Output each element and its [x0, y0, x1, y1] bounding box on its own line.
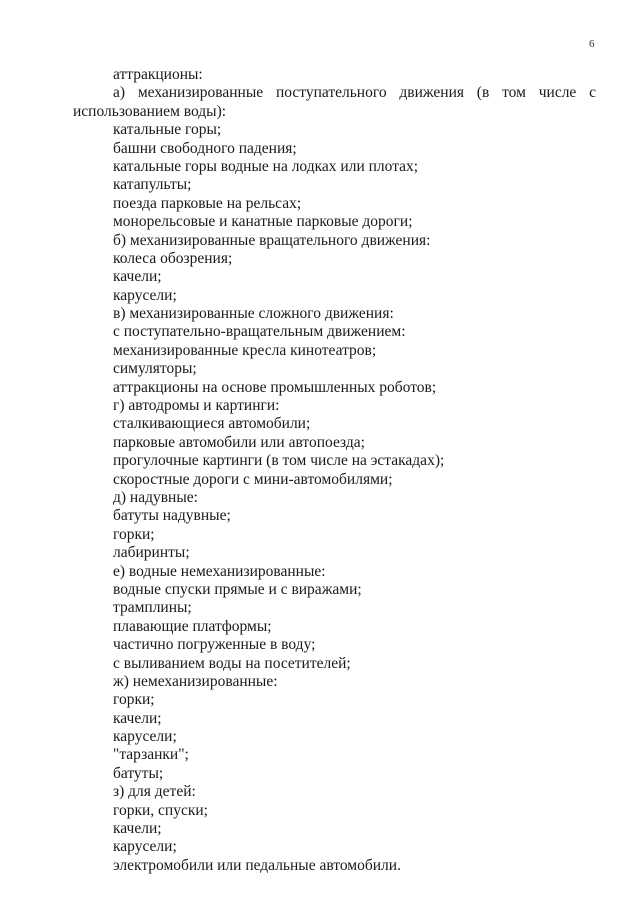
text-line: горки, спуски; [113, 801, 208, 819]
text-line: с поступательно-вращательным движением: [113, 323, 406, 341]
text-line: колеса обозрения; [113, 249, 233, 267]
text-line: горки; [113, 525, 155, 543]
text-line: аттракционы на основе промышленных роботов; [113, 378, 437, 396]
text-line: "тарзанки"; [113, 746, 189, 764]
text-line: катапульты; [113, 176, 192, 194]
text-line: симуляторы; [113, 360, 197, 378]
text-line: ж) немеханизированные: [113, 672, 278, 690]
text-line: башни свободного падения; [113, 139, 297, 157]
text-line: с выливанием воды на посетителей; [113, 654, 351, 672]
text-line: скоростные дороги с мини-автомобилями; [113, 470, 393, 488]
text-line: карусели; [113, 728, 177, 746]
text-line: горки; [113, 691, 155, 709]
text-line: плавающие платформы; [113, 617, 272, 635]
text-line: электромобили или педальные автомобили. [113, 856, 401, 874]
text-line: карусели; [113, 838, 177, 856]
text-line: д) надувные: [113, 488, 198, 506]
text-line: з) для детей: [113, 783, 196, 801]
text-line: е) водные немеханизированные: [113, 562, 326, 580]
text-line: аттракционы: [113, 66, 203, 83]
text-line: качели; [113, 820, 162, 838]
text-line: б) механизированные вращательного движения: [113, 231, 431, 249]
text-line: батуты надувные; [113, 507, 231, 525]
text-line: парковые автомобили или автопоезда; [113, 433, 365, 451]
text-line: карусели; [113, 286, 177, 304]
text-line: качели; [113, 268, 162, 286]
text-line: частично погруженные в воду; [113, 636, 316, 654]
text-line: г) автодромы и картинги: [113, 397, 280, 415]
text-line: батуты; [113, 764, 164, 782]
page-number: 6 [589, 38, 595, 50]
text-line: монорельсовые и канатные парковые дороги; [113, 213, 413, 231]
text-line: механизированные кресла кинотеатров; [113, 341, 377, 359]
text-line: использованием воды): [73, 102, 227, 120]
text-line: в) механизированные сложного движения: [113, 305, 394, 323]
text-line: катальные горы; [113, 121, 222, 139]
text-line: прогулочные картинги (в том числе на эстакадах); [113, 452, 445, 470]
text-line: катальные горы водные на лодках или плотах; [113, 157, 419, 175]
text-line: сталкивающиеся автомобили; [113, 415, 311, 433]
text-line: поезда парковые на рельсах; [113, 194, 302, 212]
text-line: трамплины; [113, 599, 192, 617]
text-line: лабиринты; [113, 544, 190, 562]
text-line: качели; [113, 709, 162, 727]
text-line: а) механизированные поступательного движения (в том числе с [113, 84, 596, 102]
document-body [0, 66, 639, 875]
text-line: водные спуски прямые и с виражами; [113, 580, 362, 598]
